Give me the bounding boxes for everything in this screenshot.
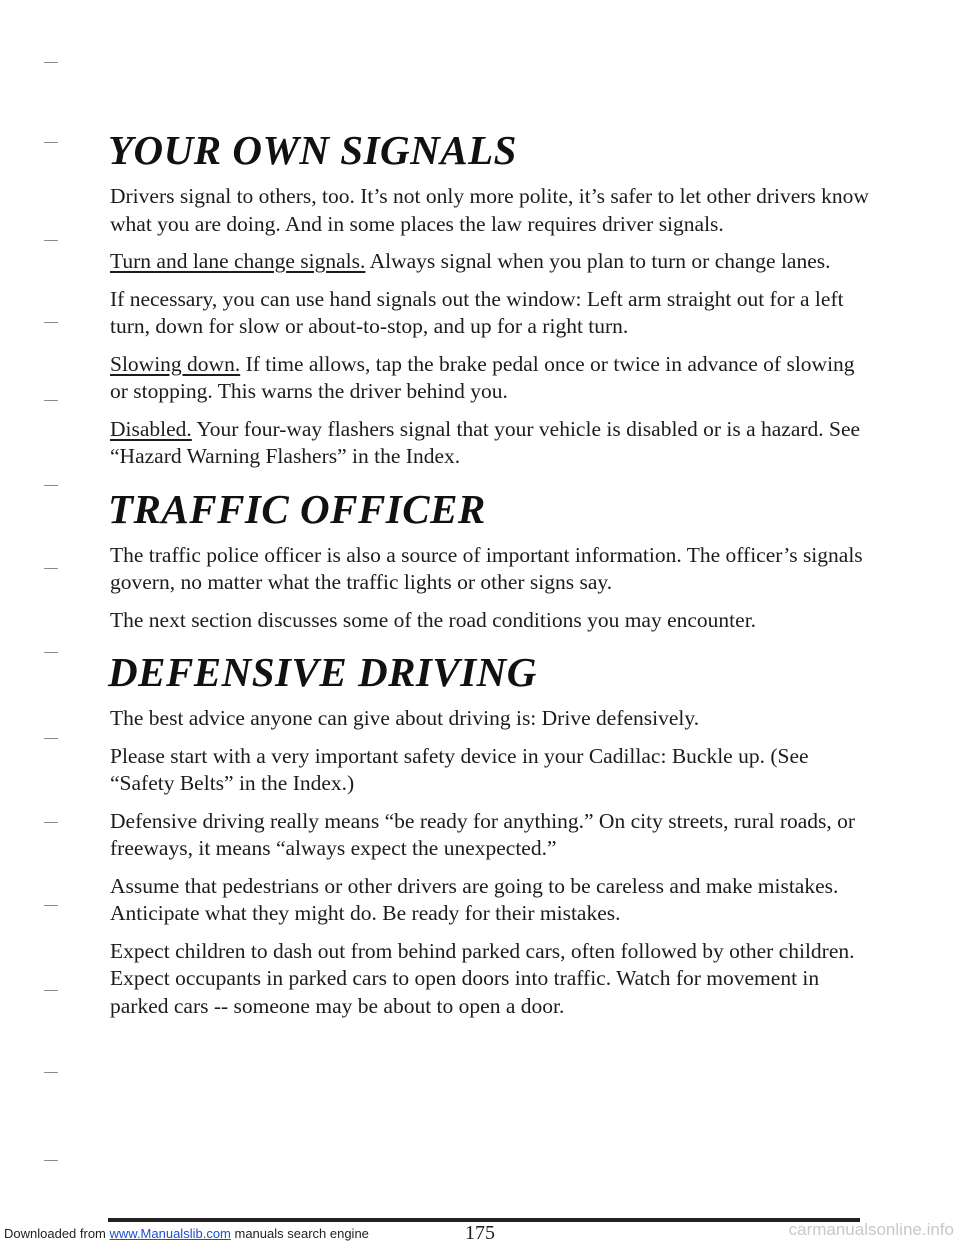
manualslib-link[interactable]: www.Manualslib.com xyxy=(109,1226,231,1241)
paragraph: The next section discusses some of the road conditions you may encounter. xyxy=(110,607,757,632)
margin-tick xyxy=(44,1072,58,1073)
paragraph: The best advice anyone can give about driving is: Drive defensively. xyxy=(110,706,700,731)
margin-tick xyxy=(44,1160,58,1161)
paragraph: Assume that pedestrians or other drivers are going to be careless and make mistakes. Anticipate what they might do. Be ready for their mistakes. xyxy=(110,873,839,926)
paragraph: Expect children to dash out from behind parked cars, often followed by other children. Expect occupants in parked cars to open doors into traffic. Watch for movement in parked cars -- someone may be about to open a door. xyxy=(110,938,855,1018)
paragraph: Drivers signal to others, too. It’s not only more polite, it’s safer to let other drivers know what you are doing. And in some places the law requires driver signals. xyxy=(110,184,869,236)
download-credit: Downloaded from www.Manualslib.com manuals search engine xyxy=(4,1226,369,1241)
section-heading: DEFENSIVE DRIVING xyxy=(108,649,537,696)
paragraph: Please start with a very important safety device in your Cadillac: Buckle up. (See “Safety Belts” in the Index.) xyxy=(110,743,809,796)
margin-tick xyxy=(44,738,58,739)
paragraph-lead: Slowing down. xyxy=(110,351,241,376)
paragraph-lead: Disabled. xyxy=(110,416,192,441)
margin-tick xyxy=(44,485,58,486)
paragraph-lead: Turn and lane change signals. xyxy=(110,249,366,274)
margin-tick xyxy=(44,142,58,143)
site-watermark: carmanualsonline.info xyxy=(788,1220,954,1239)
margin-tick xyxy=(44,62,58,63)
paragraph: Defensive driving really means “be ready for anything.” On city streets, rural roads, or freeways, it means “always expect the unexpected.” xyxy=(110,808,856,861)
section-traffic-officer xyxy=(110,487,870,635)
paragraph: Turn and lane change signals. Always signal when you plan to turn or change lanes. xyxy=(110,249,831,274)
margin-tick xyxy=(44,240,58,241)
paragraph: If necessary, you can use hand signals out the window: Left arm straight out for a left turn, down for slow or about-to-stop, and up for a right turn. xyxy=(110,286,844,339)
page-content xyxy=(110,128,870,1030)
section-heading: TRAFFIC OFFICER xyxy=(108,485,486,532)
margin-tick xyxy=(44,822,58,823)
margin-tick xyxy=(44,905,58,906)
paragraph: The traffic police officer is also a source of important information. The officer’s signals govern, no matter what the traffic lights or other signs say. xyxy=(110,542,863,595)
margin-tick xyxy=(44,322,58,323)
page-number: 175 xyxy=(465,1222,495,1244)
section-heading: YOUR OWN SIGNALS xyxy=(108,127,517,173)
margin-tick xyxy=(44,568,58,569)
margin-tick xyxy=(44,400,58,401)
margin-tick xyxy=(44,652,58,653)
paragraph: Slowing down. If time allows, tap the brake pedal once or twice in advance of slowing or stopping. This warns the driver behind you. xyxy=(110,351,855,404)
section-your-own-signals xyxy=(110,128,870,471)
section-defensive-driving xyxy=(110,650,870,1020)
margin-tick xyxy=(44,990,58,991)
paragraph: Disabled. Your four-way flashers signal that your vehicle is disabled or is a hazard. See “Hazard Warning Flashers” in the Index. xyxy=(110,416,861,469)
